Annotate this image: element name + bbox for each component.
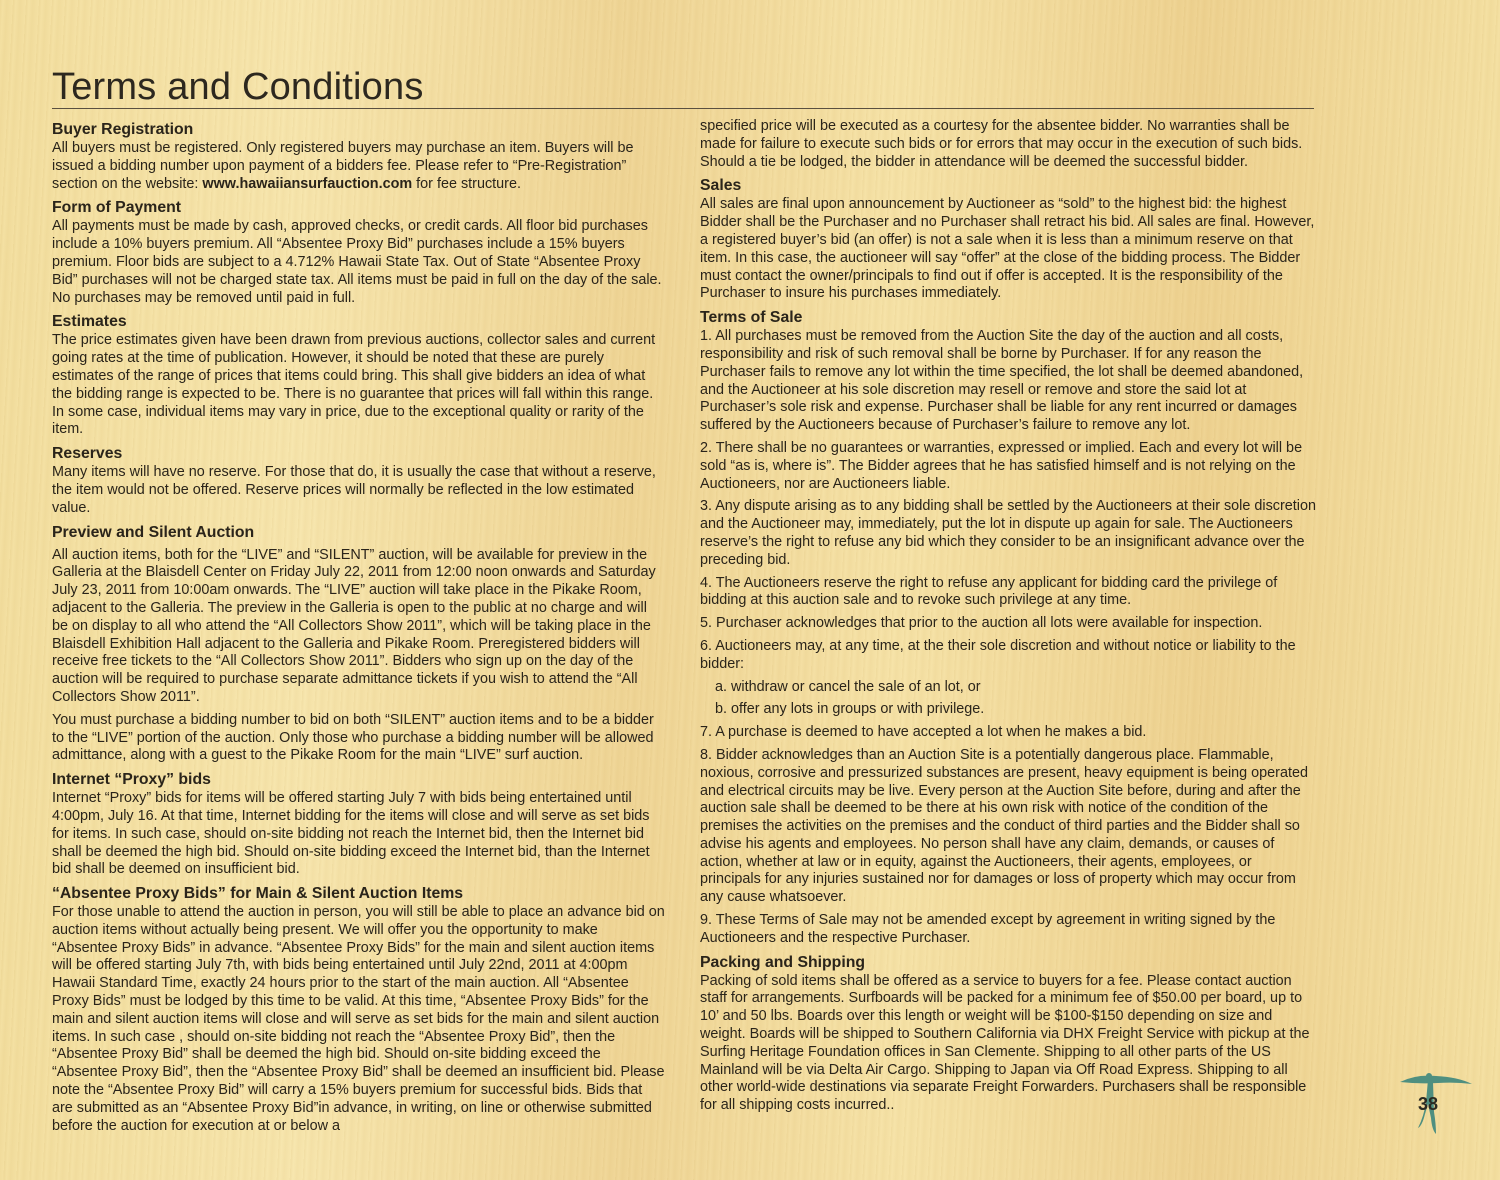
- preview-text-1: All auction items, both for the “LIVE” and “SILENT” auction, will be available for preview in the Galleria at the Blaisdell Center on Friday July 22, 2011 from 12:00 noon onwards and Saturday July 23, 2011 from 10:00am onwards. The “LIVE” auction will take place in the Pikake Room, adjacent to the Galleria. The preview in the Galleria is open to the public at no charge and will be on display to all who attend the “All Collectors Show 2011”, which will be taking place in the Blaisdell Exhibition Hall adjacent to the Galleria and Pikake Room. Preregistered bidders will receive free tickets to the “All Collectors Show 2011”. Bidders who sign up on the day of the auction will be required to purchase separate admittance tickets if you wish to attend the “All Collectors Show 2011”.: [52, 546, 656, 705]
- internet-proxy-heading: Internet “Proxy” bids: [52, 771, 211, 789]
- sales-text: All sales are final upon announcement by Auctioneer as “sold” to the highest bid: the highest Bidder shall be the Purchaser and no Purchaser shall retract his bid. All sales are final. However, a registered buyer’s bid (an offer) is not a sale when it is less than a minimum reserve on that item. In this case, the auctioneer will say “offer” at the close of the bidding process. The Bidder must contact the owner/principals to find out if offer is accepted. It is the responsibility of the Purchaser to insure his purchases immediately.: [700, 196, 1315, 302]
- estimates-text: The price estimates given have been drawn from previous auctions, collector sales and current going rates at the time of publication. However, it should be noted that these are purely estimates of the range of prices that items could bring. This shall give bidders an idea of what the bidding range is expected to be. There is no guarantee that prices will fall within this range. In some case, individual items may vary in price, due to the exceptional quality or rarity of the item.: [52, 332, 656, 438]
- terms-item: 3. Any dispute arising as to any bidding shall be settled by the Auctioneers at their sole discretion and the Auctioneer may, immediately, put the lot in dispute up again for sale. The Auctioneers reserve’s the right to refuse any bid which they consider to be an insignificant advance over the preceding bid.: [700, 498, 1316, 568]
- terms-item: 8. Bidder acknowledges than an Auction Site is a potentially dangerous place. Flammable, noxious, corrosive and pressurized substances are present, heavy equipment is being operated and electrical circuits may be live. Every person at the Auction Site before, during and after the auction sale shall be deemed to be there at his own risk with notice of the condition of the premises the activities on the premises and the conduct of third parties and the Bidder shall so advise his agents and employees. No person shall have any claim, demands, or causes of action, whether at law or in equity, against the Auctioneers, their agents, employees, or principals for any injuries sustained nor for damages or loss of property which may occur from any cause whatsoever.: [700, 746, 1308, 906]
- title-divider: [52, 108, 1314, 109]
- absentee-text: For those unable to attend the auction in person, you will still be able to place an advance bid on auction items without actually being present. We will offer you the opportunity to make “Absentee Proxy Bids” in advance. “Absentee Proxy Bids” for the main and silent auction items will be offered starting July 7th, with bids being entertained until July 22nd, 2011 at 4:00pm Hawaii Standard Time, exactly 24 hours prior to the start of the main auction. All “Absentee Proxy Bids” must be lodged by this time to be valid. At this time, “Absentee Proxy Bids” for the main and silent auction items will close and will serve as set bids for the main and silent auction items. In such case , should on-site bidding not reach the “Absentee Proxy Bid”, then the “Absentee Proxy Bid” shall be deemed the high bid. Should on-site bidding exceed the “Absentee Proxy Bid”, then the “Absentee Proxy Bid” shall be deemed an insufficient bid. Please note the “Absentee Proxy Bid” will carry a 15% buyers premium for successful bids. Bids that are submitted as an “Absentee Proxy Bid”in advance, in writing, on line or otherwise submitted before the auction for execution at or below a: [52, 904, 665, 1134]
- preview-text-2: You must purchase a bidding number to bid on both “SILENT” auction items and to be a bidder to the “LIVE” portion of the auction. Only those who purchase a bidding number will be allowed admittance, along with a guest to the Pikake Room for the main “LIVE” surf auction.: [52, 711, 654, 764]
- terms-item: 7. A purchase is deemed to have accepted a lot when he makes a bid.: [700, 724, 1147, 741]
- absentee-heading: “Absentee Proxy Bids” for Main & Silent Auction Items: [52, 885, 464, 903]
- form-of-payment-heading: Form of Payment: [52, 199, 182, 217]
- terms-item: 2. There shall be no guarantees or warranties, expressed or implied. Each and every lot will be sold “as is, where is”. The Bidder agrees that he has satisfied himself and is not relying on the Auctioneers, nor are Auctioneers liable.: [700, 439, 1303, 492]
- terms-item: 1. All purchases must be removed from the Auction Site the day of the auction and all costs, responsibility and risk of such removal shall be borne by Purchaser. If for any reason the Purchaser fails to remove any lot within the time specified, the lot shall be deemed abandoned, and the Auctioneer at his sole discretion may resell or remove and store the said lot at Purchaser’s sole risk and expense. Purchaser shall be liable for any rent incurred or damages suffered by the Auctioneers because of Purchaser’s failure to remove any lot.: [700, 328, 1304, 434]
- terms-item: 6. Auctioneers may, at any time, at the their sole discretion and without notice or liability to the bidder:: [700, 637, 1296, 672]
- terms-of-sale-heading: Terms of Sale: [700, 309, 803, 327]
- reserves-text: Many items will have no reserve. For those that do, it is usually the case that without a reserve, the item would not be offered. Reserve prices will normally be reflected in the low estimated value.: [52, 464, 656, 516]
- website-link[interactable]: www.hawaiiansurfauction.com: [202, 175, 413, 192]
- terms-subitem: b. offer any lots in groups or with privilege.: [715, 701, 985, 718]
- continuation-text: specified price will be executed as a courtesy for the absentee bidder. No warranties shall be made for failure to execute such bids or for errors that may occur in the execution of such bids. Should a tie be lodged, the bidder in attendance will be deemed the successful bidder.: [700, 118, 1303, 170]
- packing-text: Packing of sold items shall be offered as a service to buyers for a fee. Please contact auction staff for arrangements. Surfboards will be packed for a minimum fee of $50.00 per board, up to 10’ and 50 lbs. Boards over this length or weight will be $100-$150 depending on size and weight. Boards will be shipped to Southern California via DHX Freight Service with pickup at the Surfing Heritage Foundation offices in San Clemente. Shipping to all other parts of the US Mainland will be via Delta Air Cargo. Shipping to Japan via Off Road Express. Shipping to all other world-wide destinations via separate Freight Forwarders. Purchasers shall be responsible for all shipping costs incurred..: [700, 972, 1310, 1114]
- terms-item: 9. These Terms of Sale may not be amended except by agreement in writing signed by the Auctioneers and the respective Purchaser.: [700, 912, 1276, 946]
- internet-proxy-text: Internet “Proxy” bids for items will be offered starting July 7 with bids being entertained until 4:00pm, July 16. At that time, Internet bidding for the items will close and will serve as set bids for items. In such case, should on-site bidding not reach the Internet bid, then the Internet bid shall be deemed the high bid. Should on-site bidding exceed the Internet bid, than the Internet bid shall be deemed on insufficient bid.: [52, 790, 650, 878]
- buyer-registration-heading: Buyer Registration: [52, 121, 194, 138]
- buyer-registration-text: [52, 140, 666, 193]
- estimates-heading: Estimates: [52, 313, 127, 331]
- reserves-heading: Reserves: [52, 445, 123, 463]
- buyer-registration-text-after: for fee structure.: [412, 175, 521, 192]
- left-column: [52, 118, 666, 1140]
- packing-heading: Packing and Shipping: [700, 953, 866, 971]
- right-column: [700, 118, 1316, 1120]
- page-title: Terms and Conditions: [52, 66, 424, 108]
- form-of-payment-text: All payments must be made by cash, approved checks, or credit cards. All floor bid purchases include a 10% buyers premium. All “Absentee Proxy Bid” purchases include a 15% buyers premium. Floor bids are subject to a 4.712% Hawaii State Tax. Out of State “Absentee Proxy Bid” purchases will not be charged state tax. All items must be paid in full on the day of the sale. No purchases may be removed until paid in full.: [52, 218, 662, 306]
- preview-heading: Preview and Silent Auction: [52, 523, 255, 541]
- page-number: 38: [1418, 1094, 1439, 1114]
- sales-heading: Sales: [700, 177, 742, 195]
- terms-item: 5. Purchaser acknowledges that prior to the auction all lots were available for inspection.: [700, 615, 1263, 632]
- terms-subitem: a. withdraw or cancel the sale of an lot, or: [715, 678, 981, 695]
- terms-item: 4. The Auctioneers reserve the right to refuse any applicant for bidding card the privilege of bidding at this auction sale and to revoke such privilege at any time.: [700, 574, 1278, 609]
- buyer-registration-text-before: All buyers must be registered. Only registered buyers may purchase an item. Buyers will be issued a bidding number upon payment of a bidders fee. Please refer to “Pre-Registration” section on the website:: [52, 140, 634, 192]
